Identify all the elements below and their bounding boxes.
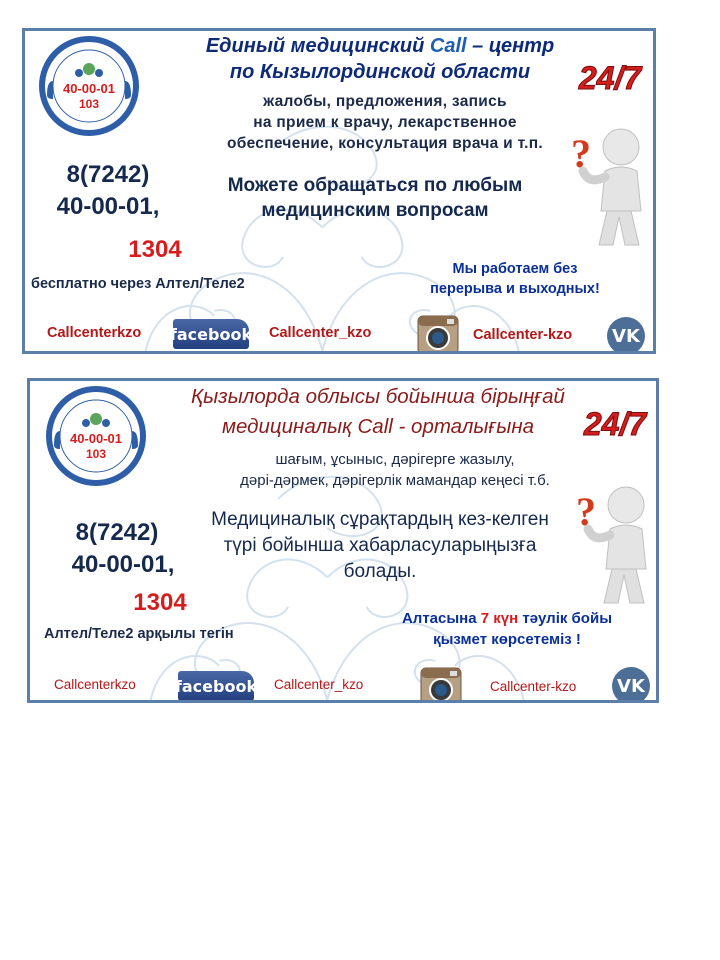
instagram-handle[interactable]: Callcenter_kzo [269, 325, 372, 341]
hours-prefix: Алтасына [401, 610, 481, 627]
instagram-icon[interactable] [417, 315, 459, 354]
hours-suffix: тәулік бойы [518, 610, 613, 627]
free-call-text: Алтел/Теле2 арқылы тегін [44, 626, 234, 642]
badge-24-7-icon [578, 405, 652, 441]
question-person-icon [570, 479, 659, 609]
card-title-line2: медициналық Call - орталығына [221, 415, 535, 438]
facebook-icon[interactable]: facebook [173, 319, 249, 349]
vk-handle[interactable]: Callcenter-kzo [490, 679, 577, 694]
services-line1: шағым, ұсыныс, дәрігерге жазылу, [275, 451, 515, 468]
short-number: 1304 [133, 589, 187, 616]
svg-text:?: ? [576, 489, 596, 534]
instagram-handle[interactable]: Callcenter_kzo [274, 677, 364, 692]
call-center-card-kazakh [27, 378, 659, 703]
logo-number: 40-00-01 [62, 81, 116, 96]
ask-line1: Можете обращаться по любым [227, 175, 523, 196]
phone-line1: 8(7242) [75, 519, 159, 546]
call-center-logo [40, 385, 152, 487]
hours-line1: Мы работаем без [452, 261, 578, 277]
call-center-logo [33, 35, 145, 137]
facebook-handle[interactable]: Callcenterkzo [47, 325, 142, 341]
services-line3: обеспечение, консультация врача и т.п. [226, 135, 544, 152]
services-list [180, 449, 610, 491]
short-number: 1304 [128, 236, 182, 263]
ask-line1: Медициналық сұрақтардың кез-келген [211, 509, 549, 530]
logo-number: 40-00-01 [69, 431, 123, 446]
hours-line2: қызмет көрсетеміз ! [433, 631, 581, 648]
phone-line2: 40-00-01, [56, 193, 160, 220]
working-hours-text [382, 608, 632, 650]
vk-handle[interactable]: Callcenter-kzo [473, 327, 573, 343]
badge-text: 24/7 [583, 406, 647, 441]
question-person-icon [565, 121, 656, 251]
ask-text [185, 173, 565, 223]
phone-line1: 8(7242) [66, 161, 150, 188]
vk-icon[interactable]: VK [612, 667, 650, 703]
logo-short-number: 103 [85, 447, 107, 461]
title-call: Call [429, 35, 467, 57]
hours-line1 [382, 608, 632, 629]
card-title-line1: Қызылорда облысы бойынша бірыңғай [191, 385, 565, 408]
working-hours-text [405, 259, 625, 299]
card-title-line2: по Кызылординской области [229, 61, 531, 83]
svg-text:?: ? [571, 131, 591, 176]
services-line2: дәрі-дәрмек, дәрігерлік мамандар кеңесі т.б. [240, 472, 550, 489]
call-center-card-russian [22, 28, 656, 354]
phone-line2: 40-00-01, [71, 551, 175, 578]
facebook-icon[interactable]: facebook [178, 671, 254, 701]
title-suffix: – центр [466, 35, 555, 57]
instagram-icon[interactable] [420, 667, 462, 703]
vk-icon[interactable]: VK [607, 317, 645, 354]
ask-line2: түрі бойынша хабарласуларыңызға [223, 535, 537, 556]
ask-line2: медицинским вопросам [261, 200, 489, 221]
title-prefix: Единый медицинский [205, 35, 430, 57]
facebook-handle[interactable]: Callcenterkzo [54, 677, 136, 692]
hours-line2: перерыва и выходных! [430, 281, 600, 297]
free-call-text: бесплатно через Алтел/Теле2 [31, 276, 245, 292]
ask-text [190, 507, 570, 585]
services-list [190, 91, 580, 154]
ask-line3: болады. [343, 561, 417, 582]
hours-highlight: 7 күн [480, 610, 519, 627]
logo-short-number: 103 [78, 97, 100, 111]
badge-24-7-icon [573, 59, 647, 95]
card-title-line1 [175, 35, 585, 58]
badge-text: 24/7 [578, 60, 642, 95]
services-line1: жалобы, предложения, запись [263, 93, 507, 110]
services-line2: на прием к врачу, лекарственное [253, 114, 517, 131]
